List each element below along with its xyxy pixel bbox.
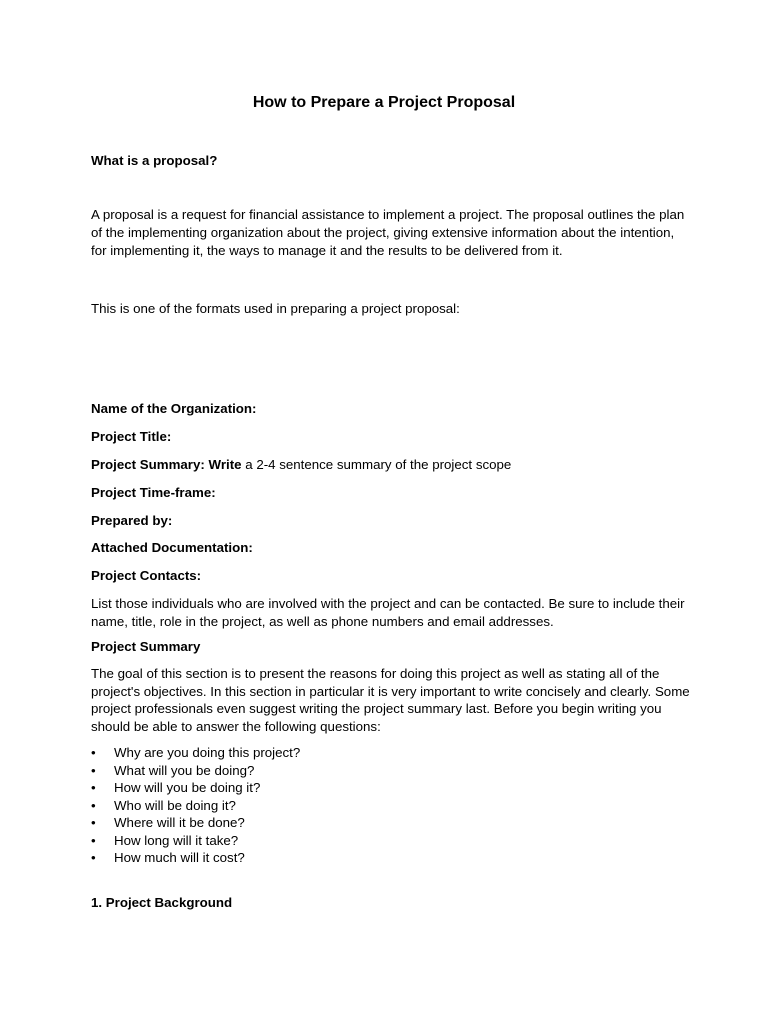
intro-paragraph: A proposal is a request for financial assistance to implement a project. The proposal outlines the plan of the implementing organization about the project, giving extensive information about the intention, for implementing it, the ways to manage it and the results to be delivered from it. xyxy=(91,207,685,258)
field-summary-write: Write xyxy=(208,457,242,472)
list-item: • Why are you doing this project? xyxy=(91,745,301,760)
list-item: • Where will it be done? xyxy=(91,815,245,830)
questions-list xyxy=(91,744,691,867)
list-item: • Who will be doing it? xyxy=(91,797,236,813)
field-attached-documentation: Attached Documentation: xyxy=(91,540,253,555)
field-summary-label: Project Summary: xyxy=(91,457,205,472)
bullet-icon: • xyxy=(91,797,96,813)
what-is-proposal-heading: What is a proposal? xyxy=(91,153,218,168)
field-organization: Name of the Organization: xyxy=(91,401,257,416)
list-item: • How long will it take? xyxy=(91,832,239,848)
summary-paragraph: The goal of this section is to present the reasons for doing this project as well as stating all of the project's objectives. In this section in particular it is very important to write concisely and clearly. Some project professionals even suggest writing the project summary last. Before you begin writing you should be able to answer the following questions: xyxy=(91,666,690,734)
field-timeframe: Project Time-frame: xyxy=(91,485,216,500)
bullet-icon: • xyxy=(91,850,96,865)
document-title: How to Prepare a Project Proposal xyxy=(252,94,516,111)
list-item: • What will you be doing? xyxy=(91,762,255,778)
bullet-icon: • xyxy=(91,762,96,778)
list-item: • How much will it cost? xyxy=(91,850,245,865)
field-project-summary xyxy=(91,456,691,474)
field-summary-rest: a 2-4 sentence summary of the project scope xyxy=(241,457,512,472)
bullet-icon: • xyxy=(91,780,96,795)
project-summary-heading: Project Summary xyxy=(91,639,201,654)
contacts-paragraph: List those individuals who are involved with the project and can be contacted. Be sure to include their name, title, role in the project, as well as phone numbers and email addresses. xyxy=(91,596,685,629)
field-project-title: Project Title: xyxy=(91,429,172,444)
field-prepared-by: Prepared by: xyxy=(91,513,173,528)
bullet-icon: • xyxy=(91,832,96,848)
bullet-icon: • xyxy=(91,815,96,830)
list-item: • How will you be doing it? xyxy=(91,780,261,795)
project-background-heading: 1. Project Background xyxy=(91,895,233,910)
formats-sentence: This is one of the formats used in preparing a project proposal: xyxy=(91,301,460,316)
bullet-icon: • xyxy=(91,745,96,760)
field-project-contacts: Project Contacts: xyxy=(91,568,202,583)
